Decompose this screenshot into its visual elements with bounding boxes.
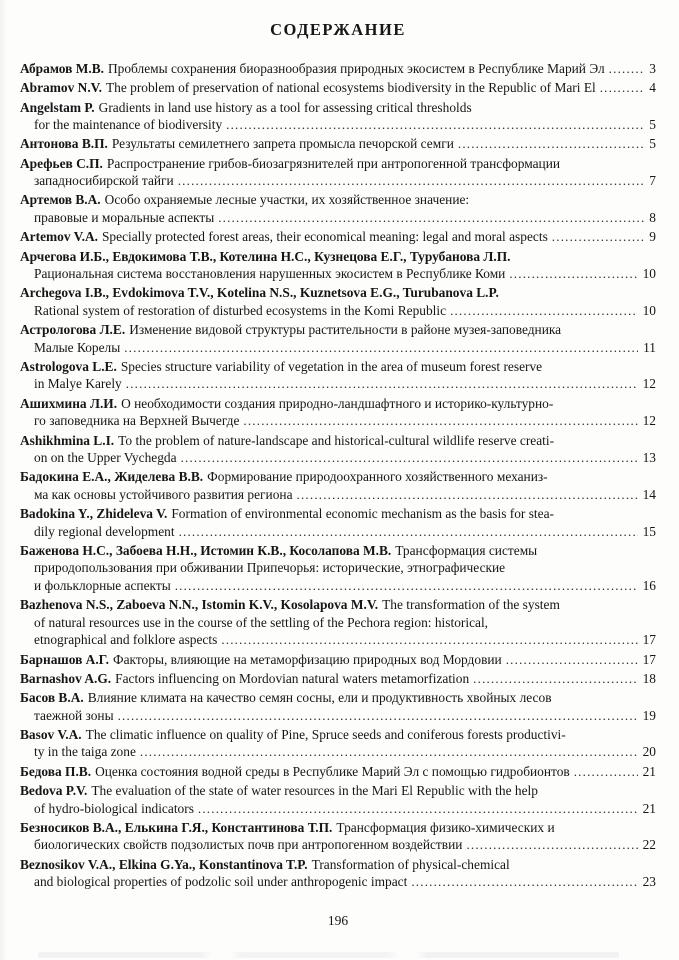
- toc-entry: [20, 782, 656, 817]
- entry-authors: Баженова Н.С., Забоева Н.Н., Истомин К.В., Косолапова М.В.: [20, 542, 392, 558]
- page-number: 15: [642, 523, 656, 539]
- toc-entry-line: [20, 800, 656, 818]
- toc-entry-line: [20, 412, 656, 430]
- toc-list: [20, 60, 656, 891]
- footer-page-number: 196: [327, 912, 349, 928]
- toc-entry-line: [20, 209, 656, 227]
- entry-authors: Bazhenova N.S., Zaboeva N.N., Istomin K.V., Kosolapova M.V.: [20, 597, 379, 613]
- scan-edge-artifact: [0, 0, 7, 960]
- entry-first-line-text: [20, 651, 502, 669]
- entry-continuation-text: Рациональная система восстановления нарушенных экосистем в Республике Коми: [34, 266, 506, 282]
- entry-title-text: Проблемы сохранения биоразнообразия природных экосистем в Республике Марий Эл: [107, 61, 605, 76]
- page-number: 16: [642, 577, 656, 593]
- toc-entry-line: [20, 449, 656, 467]
- entry-continuation-text: ма как основы устойчивого развития региона: [34, 486, 293, 502]
- toc-entry-line: [20, 79, 656, 97]
- toc-entry: [20, 819, 656, 854]
- toc-entry-line: [20, 486, 656, 504]
- leader-dots: [552, 228, 645, 246]
- leader-dots: [179, 523, 638, 541]
- page-number: 10: [642, 266, 656, 282]
- entry-title-text: Transformation of physical-chemical: [311, 856, 510, 872]
- entry-first-line-text: [20, 689, 552, 707]
- entry-authors: Артемов В.А.: [20, 192, 101, 208]
- entry-first-line-text: [20, 542, 537, 560]
- entry-continuation-text: dily regional development: [34, 523, 175, 539]
- entry-continuation-text: Малые Корелы: [34, 339, 121, 355]
- leader-dots: [140, 743, 638, 761]
- entry-first-line-text: [20, 191, 469, 209]
- toc-entry-line: [20, 191, 656, 209]
- toc-entry-line: [20, 375, 656, 393]
- toc-entry-line: [20, 651, 656, 669]
- entry-authors: Безносиков В.А., Елькина Г.Я., Константинова Т.П.: [20, 819, 333, 835]
- toc-entry-line: [20, 670, 656, 688]
- page-number: 20: [642, 744, 656, 760]
- leader-dots: [506, 651, 638, 669]
- toc-entry-line: [20, 614, 656, 632]
- entry-first-line-text: [20, 468, 548, 486]
- entry-authors: Archegova I.B., Evdokimova T.V., Kotelina N.S., Kuznetsova E.G., Turubanova L.P.: [20, 285, 499, 301]
- entry-continuation-text: западносибирской тайги: [34, 173, 174, 189]
- toc-entry: [20, 689, 656, 724]
- toc-entry-line: [20, 523, 656, 541]
- page-number: 21: [642, 800, 656, 816]
- page-number: 11: [643, 339, 656, 355]
- leader-dots: [509, 265, 637, 283]
- entry-authors: Бедова П.В.: [20, 763, 92, 779]
- entry-first-line-text: [20, 596, 560, 614]
- toc-entry-line: [20, 395, 656, 413]
- toc-entry-line: [20, 707, 656, 725]
- leader-dots: [609, 60, 645, 78]
- entry-title-text: Распространение грибов-биозагрязнителей при антропогенной трансформации: [106, 155, 561, 171]
- toc-entry-line: [20, 873, 656, 891]
- page-number: 12: [642, 376, 656, 392]
- entry-continuation-text: in Malye Karely: [34, 376, 122, 392]
- leader-dots: [175, 577, 638, 595]
- entry-authors: Barnashov A.G.: [20, 670, 112, 686]
- entry-title-text: Species structure variability of vegetation in the area of museum forest reserve: [120, 358, 543, 374]
- toc-entry-line: [20, 116, 656, 134]
- leader-dots: [411, 873, 637, 891]
- page-number: 8: [649, 209, 656, 225]
- entry-title-text: Factors influencing on Mordovian natural waters metamorfization: [115, 670, 470, 686]
- page-number: 12: [642, 413, 656, 429]
- entry-title-text: Формирование природоохранного хозяйственного механиз-: [207, 469, 548, 485]
- leader-dots: [198, 800, 638, 818]
- toc-entry-line: [20, 155, 656, 173]
- entry-title-text: Особо охраняемые лесные участки, их хозяйственное значение:: [104, 192, 470, 208]
- toc-entry-line: [20, 631, 656, 649]
- toc-entry-line: [20, 468, 656, 486]
- entry-first-line-text: [20, 856, 510, 874]
- leader-dots: [118, 707, 638, 725]
- entry-continuation-text: биологических свойств подзолистых почв при антропогенном воздействии: [34, 837, 463, 853]
- entry-first-line-text: [20, 432, 554, 450]
- entry-title-text: Трансформация физико-химических и: [336, 819, 555, 835]
- leader-dots: [574, 763, 638, 781]
- entry-first-line-text: [20, 60, 605, 78]
- page-number: 10: [642, 302, 656, 318]
- entry-title-text: Оценка состояния водной среды в Республике Марий Эл с помощью гидробионтов: [95, 763, 570, 779]
- entry-authors: Angelstam P.: [20, 99, 95, 115]
- toc-entry: [20, 432, 656, 467]
- entry-continuation-text: таежной зоны: [34, 707, 114, 723]
- entry-authors: Антонова В.П.: [20, 136, 108, 152]
- toc-entry-line: [20, 689, 656, 707]
- entry-authors: Ашихмина Л.И.: [20, 395, 118, 411]
- page-title: СОДЕРЖАНИЕ: [270, 20, 406, 39]
- entry-authors: Басов В.А.: [20, 690, 84, 706]
- page-number: 9: [649, 229, 656, 245]
- toc-entry-line: [20, 302, 656, 320]
- toc-entry: [20, 505, 656, 540]
- page-number: 3: [649, 61, 656, 76]
- entry-title-text: Результаты семилетнего запрета промысла печорской семги: [111, 136, 454, 152]
- page-number: 5: [649, 136, 656, 152]
- toc-entry: [20, 395, 656, 430]
- entry-first-line-text: [20, 670, 469, 688]
- toc-entry-line: [20, 836, 656, 854]
- toc-entry-line: [20, 763, 656, 781]
- page-number: 18: [642, 670, 656, 686]
- entry-title-text: Formation of environmental economic mechanism as the basis for stea-: [171, 506, 554, 522]
- entry-authors: Basov V.A.: [20, 726, 82, 742]
- toc-entry: [20, 248, 656, 283]
- toc-entry-line: [20, 782, 656, 800]
- leader-dots: [297, 486, 638, 504]
- toc-entry: [20, 284, 656, 319]
- toc-entry-line: [20, 559, 656, 577]
- entry-continuation-text: природопользования при обживании Припечорья: исторические, этнографические: [34, 560, 506, 576]
- entry-authors: Ashikhmina L.I.: [20, 432, 115, 448]
- entry-first-line-text: [20, 395, 553, 413]
- toc-entry: [20, 763, 656, 781]
- toc-entry-line: [20, 321, 656, 339]
- toc-entry-line: [20, 577, 656, 595]
- entry-continuation-text: of natural resources use in the course of the settling of the Pechora region: historical,: [34, 614, 489, 630]
- toc-entry-line: [20, 228, 656, 246]
- entry-first-line-text: [20, 358, 542, 376]
- page-number: 7: [649, 173, 656, 189]
- entry-authors: Арефьев С.П.: [20, 155, 103, 171]
- entry-first-line-text: [20, 228, 548, 246]
- entry-title-text: The problem of preservation of national ecosystems biodiversity in the Republic of Mari El: [105, 80, 596, 96]
- entry-first-line-text: [20, 135, 454, 153]
- scan-smudge-artifact: [38, 952, 619, 958]
- entry-authors: Abramov N.V.: [20, 80, 102, 96]
- leader-dots: [126, 375, 638, 393]
- toc-entry-line: [20, 60, 656, 78]
- toc-entry-line: [20, 99, 656, 117]
- entry-first-line-text: [20, 321, 561, 339]
- entry-authors: Badokina Y., Zhideleva V.: [20, 506, 168, 522]
- toc-entry: [20, 856, 656, 891]
- entry-authors: Artemov V.A.: [20, 229, 98, 245]
- entry-first-line-text: [20, 782, 538, 800]
- toc-entry-line: [20, 265, 656, 283]
- leader-dots: [178, 172, 645, 190]
- entry-continuation-text: etnographical and folklore aspects: [34, 632, 218, 648]
- entry-title-text: Трансформация системы: [395, 542, 538, 558]
- entry-first-line-text: [20, 284, 503, 302]
- entry-continuation-text: Rational system of restoration of disturbed ecosystems in the Komi Republic: [34, 302, 447, 318]
- leader-dots: [600, 79, 645, 97]
- entry-continuation-text: ty in the taiga zone: [34, 744, 136, 760]
- toc-entry: [20, 542, 656, 595]
- entry-title-text: The climatic influence on quality of Pine, Spruce seeds and coniferous forests productivi-: [85, 726, 566, 742]
- entry-continuation-text: правовые и моральные аспекты: [34, 209, 215, 225]
- entry-authors: Astrologova L.E.: [20, 358, 117, 374]
- page-number: 21: [642, 763, 656, 779]
- page-number: 19: [642, 707, 656, 723]
- leader-dots: [243, 412, 637, 430]
- toc-entry-line: [20, 172, 656, 190]
- page-number: 4: [649, 80, 656, 96]
- toc-entry-line: [20, 743, 656, 761]
- entry-title-text: Specially protected forest areas, their economical meaning: legal and moral aspects: [101, 229, 548, 245]
- toc-entry: [20, 651, 656, 669]
- entry-authors: Бадокина Е.А., Жиделева В.В.: [20, 469, 204, 485]
- entry-first-line-text: [20, 79, 596, 97]
- entry-first-line-text: [20, 819, 555, 837]
- leader-dots: [226, 116, 644, 134]
- entry-first-line-text: [20, 726, 566, 744]
- leader-dots: [473, 670, 637, 688]
- entry-authors: Астрологова Л.Е.: [20, 322, 126, 338]
- toc-entry: [20, 79, 656, 97]
- toc-entry: [20, 726, 656, 761]
- page-number: 23: [642, 874, 656, 890]
- entry-continuation-text: и фольклорные аспекты: [34, 577, 171, 593]
- entry-first-line-text: [20, 763, 570, 781]
- entry-continuation-text: and biological properties of podzolic soil under anthropogenic impact: [34, 874, 408, 890]
- entry-title-text: The evaluation of the state of water resources in the Mari El Republic with the help: [91, 783, 538, 799]
- toc-entry-line: [20, 596, 656, 614]
- entry-authors: Барнашов А.Г.: [20, 651, 110, 667]
- toc-entry: [20, 321, 656, 356]
- toc-entry: [20, 135, 656, 153]
- leader-dots: [458, 135, 644, 153]
- entry-continuation-text: of hydro-biological indicators: [34, 800, 194, 816]
- toc-entry: [20, 228, 656, 246]
- toc-entry-line: [20, 505, 656, 523]
- toc-entry: [20, 596, 656, 649]
- toc-entry-line: [20, 284, 656, 302]
- toc-entry-line: [20, 726, 656, 744]
- toc-entry-line: [20, 856, 656, 874]
- entry-continuation-text: for the maintenance of biodiversity: [34, 117, 223, 133]
- entry-first-line-text: [20, 155, 560, 173]
- toc-entry: [20, 670, 656, 688]
- toc-entry-line: [20, 432, 656, 450]
- entry-authors: Bedova P.V.: [20, 783, 88, 799]
- toc-entry: [20, 155, 656, 190]
- toc-entry-line: [20, 248, 656, 266]
- toc-entry: [20, 468, 656, 503]
- page-number: 13: [642, 450, 656, 466]
- toc-entry-line: [20, 358, 656, 376]
- page-number: 17: [642, 651, 656, 667]
- toc-entry-line: [20, 339, 656, 357]
- entry-first-line-text: [20, 248, 514, 266]
- toc-entry-line: [20, 135, 656, 153]
- entry-title-text: Факторы, влияющие на метаморфизацию природных вод Мордовии: [113, 651, 502, 667]
- entry-title-text: Изменение видовой структуры растительности в районе музея-заповедника: [129, 322, 562, 338]
- leader-dots: [181, 449, 638, 467]
- entry-first-line-text: [20, 99, 472, 117]
- leader-dots: [218, 209, 644, 227]
- entry-title-text: Gradients in land use history as a tool for assessing critical thresholds: [98, 99, 472, 115]
- leader-dots: [466, 836, 637, 854]
- entry-title-text: To the problem of nature-landscape and historical-cultural wildlife reserve creati-: [118, 432, 555, 448]
- entry-authors: Арчегова И.Б., Евдокимова Т.В., Котелина Н.С., Кузнецова Е.Г., Турубанова Л.П.: [20, 248, 511, 264]
- entry-title-text: The transformation of the system: [382, 597, 560, 613]
- leader-dots: [221, 631, 637, 649]
- page-number: 22: [642, 837, 656, 853]
- entry-authors: Абрамов М.В.: [20, 61, 104, 76]
- entry-first-line-text: [20, 505, 554, 523]
- entry-title-text: Влияние климата на качество семян сосны, ели и продуктивность хвойных лесов: [87, 690, 552, 706]
- entry-authors: Beznosikov V.A., Elkina G.Ya., Konstantinova T.P.: [20, 856, 308, 872]
- leader-dots: [124, 339, 638, 357]
- page-number: 5: [649, 117, 656, 133]
- toc-entry: [20, 99, 656, 134]
- entry-continuation-text: on on the Upper Vychegda: [34, 450, 177, 466]
- page-number: 14: [642, 486, 656, 502]
- leader-dots: [450, 302, 638, 320]
- page-number: 17: [642, 632, 656, 648]
- toc-entry: [20, 60, 656, 78]
- toc-entry: [20, 358, 656, 393]
- entry-continuation-text: го заповедника на Верхней Вычегде: [34, 413, 240, 429]
- toc-entry-line: [20, 542, 656, 560]
- toc-entry: [20, 191, 656, 226]
- toc-entry-line: [20, 819, 656, 837]
- entry-title-text: О необходимости создания природно-ландшафтного и историко-культурно-: [121, 395, 554, 411]
